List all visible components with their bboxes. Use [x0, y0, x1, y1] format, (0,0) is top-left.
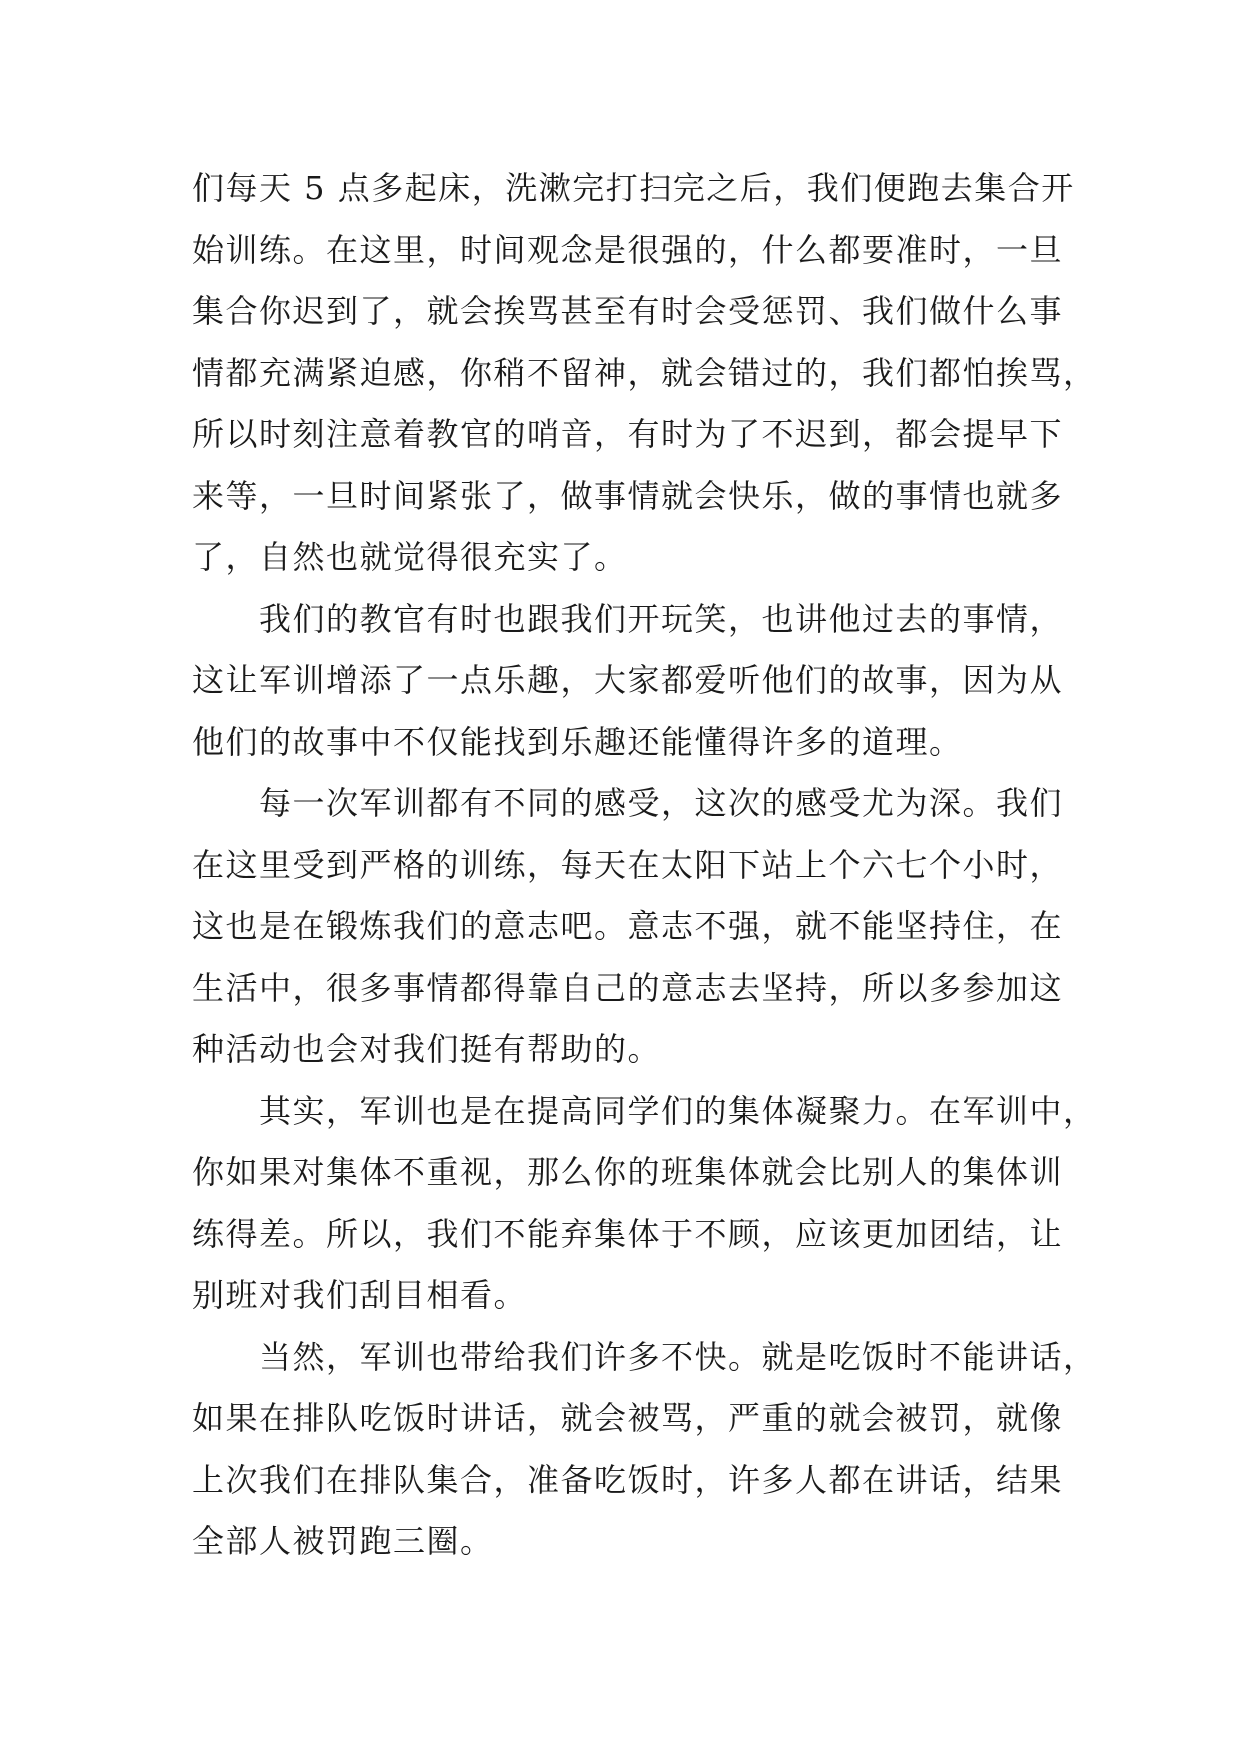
text-line: 了，自然也就觉得很充实了。	[192, 538, 628, 576]
text-line: 始训练。在这里，时间观念是很强的，什么都要准时，一旦	[192, 230, 1064, 269]
text-line: 练得差。所以，我们不能弃集体于不顾，应该更加团结，让	[192, 1214, 1064, 1253]
text-line: 这让军训增添了一点乐趣，大家都爱听他们的故事，因为从	[192, 661, 1064, 699]
text-line: 集合你迟到了，就会挨骂甚至有时会受惩罚、我们做什么事	[192, 292, 1064, 330]
text-line: 他们的故事中不仅能找到乐趣还能懂得许多的道理。	[192, 722, 963, 761]
text-line-indented: 每一次军训都有不同的感受，这次的感受尤为深。我们	[259, 784, 1064, 822]
text-line: 生活中，很多事情都得靠自己的意志去坚持，所以多参加这	[192, 968, 1064, 1007]
text-line: 上次我们在排队集合，准备吃饭时，许多人都在讲话，结果	[192, 1460, 1064, 1499]
document-body	[192, 158, 1097, 1573]
text-line: 这也是在锻炼我们的意志吧。意志不强，就不能坚持住，在	[192, 907, 1064, 945]
text-line: 来等，一旦时间紧张了，做事情就会快乐，做的事情也就多	[192, 476, 1064, 515]
text-line: 情都充满紧迫感，你稍不留神，就会错过的，我们都怕挨骂，	[192, 353, 1097, 392]
paragraph-3	[192, 773, 1064, 1081]
paragraph-2	[192, 589, 1064, 774]
text-line-indented: 其实，军训也是在提高同学们的集体凝聚力。在军训中，	[259, 1091, 1097, 1130]
text-line: 在这里受到严格的训练，每天在太阳下站上个六七个小时，	[192, 845, 1064, 884]
text-line: 别班对我们刮目相看。	[192, 1276, 528, 1314]
text-line-indented: 我们的教官有时也跟我们开玩笑，也讲他过去的事情，	[259, 599, 1064, 638]
text-line: 你如果对集体不重视，那么你的班集体就会比别人的集体训	[192, 1153, 1064, 1191]
text-line: 所以时刻注意着教官的哨音，有时为了不迟到，都会提早下	[192, 415, 1064, 453]
paragraph-5	[192, 1327, 1097, 1573]
paragraph-1	[192, 158, 1097, 589]
text-line: 们每天 5 点多起床，洗漱完打扫完之后，我们便跑去集合开	[192, 169, 1075, 207]
text-line: 种活动也会对我们挺有帮助的。	[192, 1030, 662, 1068]
text-line: 全部人被罚跑三圈。	[192, 1522, 494, 1560]
text-line-indented: 当然，军训也带给我们许多不快。就是吃饭时不能讲话，	[259, 1337, 1097, 1376]
paragraph-4	[192, 1081, 1097, 1327]
text-line: 如果在排队吃饭时讲话，就会被骂，严重的就会被罚，就像	[192, 1399, 1064, 1437]
